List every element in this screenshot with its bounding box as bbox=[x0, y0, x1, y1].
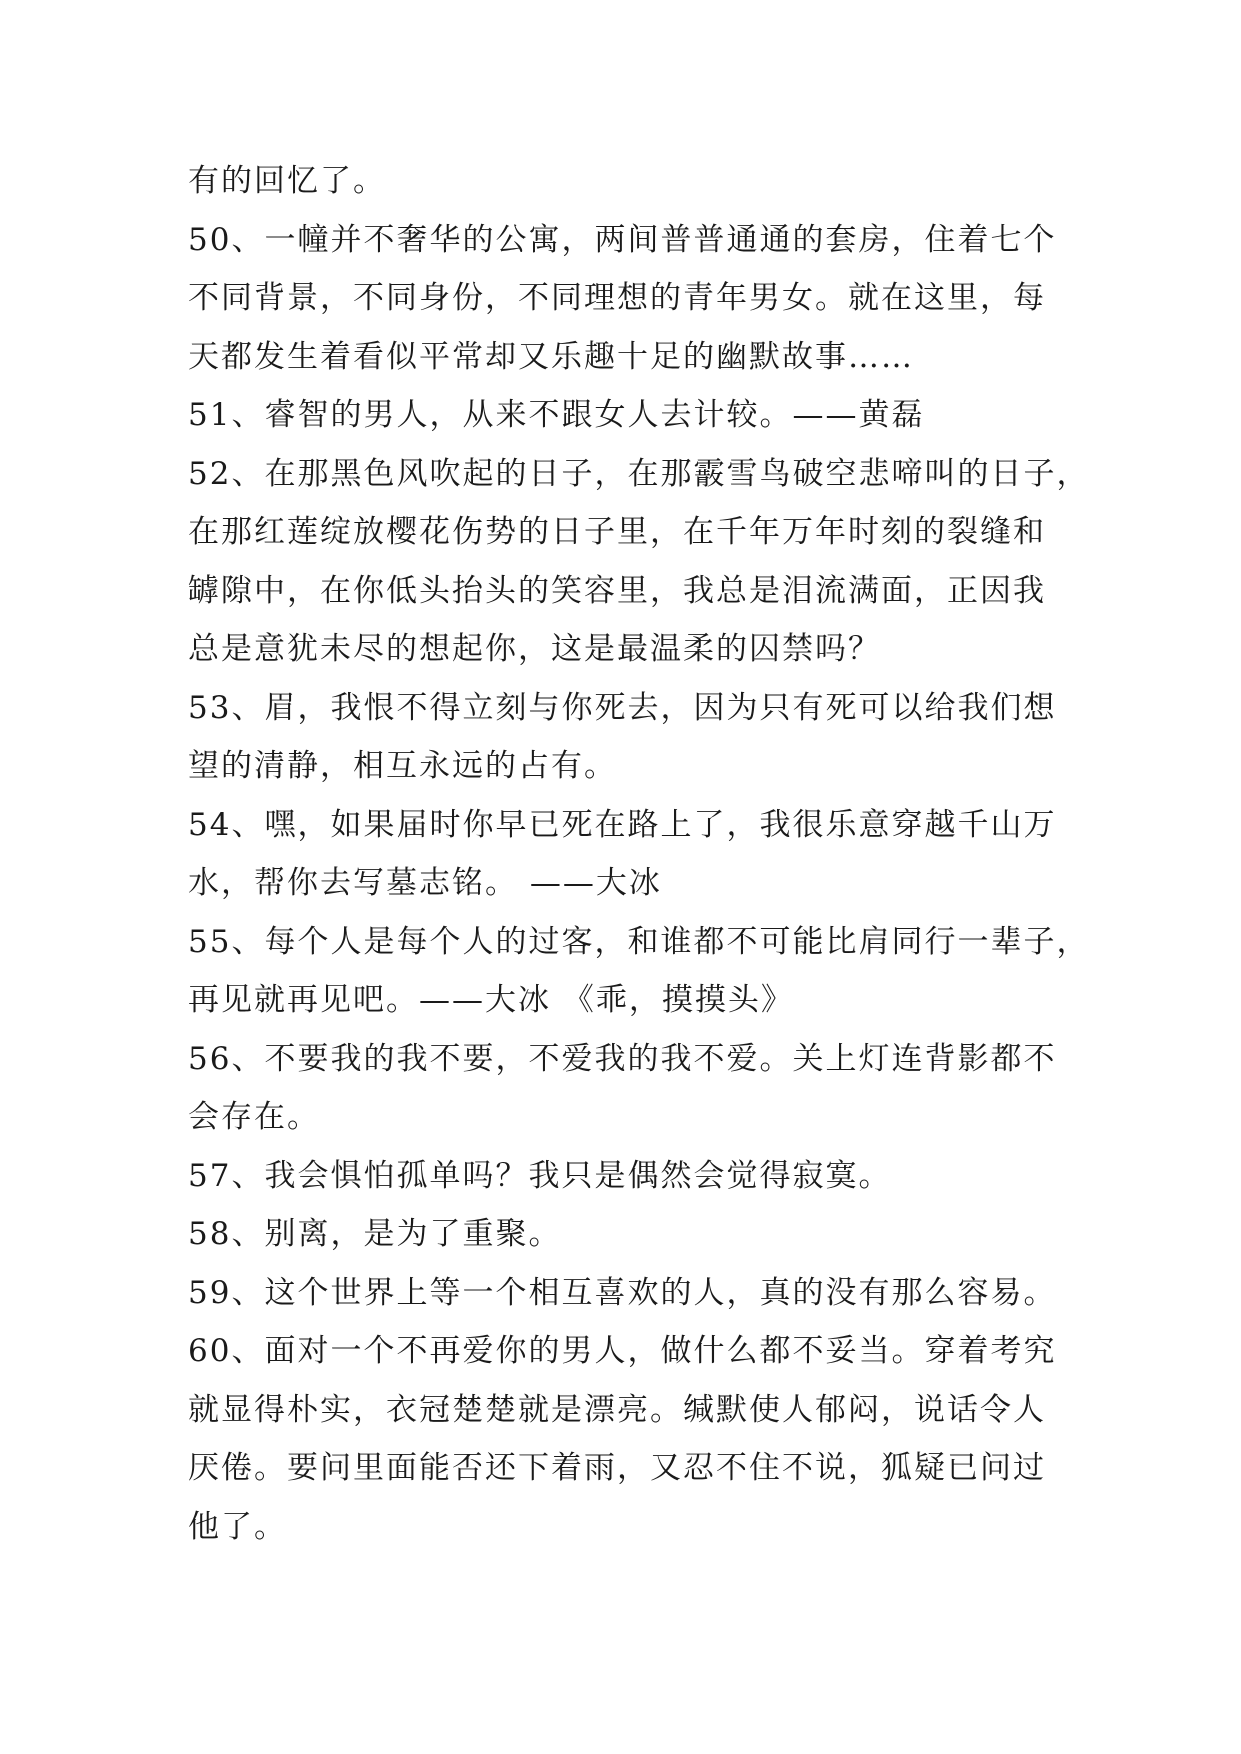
text-line: 水，帮你去写墓志铭。 ——大冰 bbox=[188, 865, 662, 901]
text-line: 再见就再见吧。——大冰 《乖，摸摸头》 bbox=[188, 982, 794, 1018]
text-line: 望的清静，相互永远的占有。 bbox=[188, 748, 617, 784]
text-line: 不同背景，不同身份，不同理想的青年男女。就在这里，每 bbox=[188, 280, 1046, 316]
text-line: 50、一幢并不奢华的公寓，两间普普通通的套房，住着七个 bbox=[188, 221, 1057, 258]
text-line: 53、眉，我恨不得立刻与你死去，因为只有死可以给我们想 bbox=[188, 689, 1057, 726]
text-line: 有的回忆了。 bbox=[188, 163, 386, 199]
text-line: 他了。 bbox=[188, 1508, 287, 1545]
text-line: 总是意犹未尽的想起你，这是最温柔的囚禁吗？ bbox=[188, 631, 881, 667]
document-body bbox=[188, 152, 1090, 1556]
text-line: 罅隙中，在你低头抬头的笑容里，我总是泪流满面，正因我 bbox=[188, 572, 1046, 609]
text-line: 就显得朴实，衣冠楚楚就是漂亮。缄默使人郁闷，说话令人 bbox=[188, 1391, 1046, 1428]
text-line: 56、不要我的我不要，不爱我的我不爱。关上灯连背影都不 bbox=[188, 1040, 1057, 1077]
text-line: 60、面对一个不再爱你的男人，做什么都不妥当。穿着考究 bbox=[188, 1333, 1057, 1369]
text-line: 51、睿智的男人，从来不跟女人去计较。——黄磊 bbox=[188, 397, 925, 433]
text-line: 天都发生着看似平常却又乐趣十足的幽默故事…… bbox=[188, 338, 914, 375]
text-line: 厌倦。要问里面能否还下着雨，又忍不住不说，狐疑已问过 bbox=[188, 1450, 1046, 1486]
text-line: 59、这个世界上等一个相互喜欢的人，真的没有那么容易。 bbox=[188, 1274, 1057, 1311]
text-line: 54、嘿，如果届时你早已死在路上了，我很乐意穿越千山万 bbox=[188, 806, 1057, 843]
text-line: 会存在。 bbox=[188, 1099, 320, 1135]
text-line: 在那红莲绽放樱花伤势的日子里，在千年万年时刻的裂缝和 bbox=[188, 514, 1046, 550]
text-line: 55、每个人是每个人的过客，和谁都不可能比肩同行一辈子， bbox=[188, 923, 1090, 960]
text-line: 58、别离，是为了重聚。 bbox=[188, 1216, 562, 1252]
text-line: 57、我会惧怕孤单吗？我只是偶然会觉得寂寞。 bbox=[188, 1157, 892, 1194]
text-line: 52、在那黑色风吹起的日子，在那霰雪鸟破空悲啼叫的日子， bbox=[188, 455, 1090, 492]
